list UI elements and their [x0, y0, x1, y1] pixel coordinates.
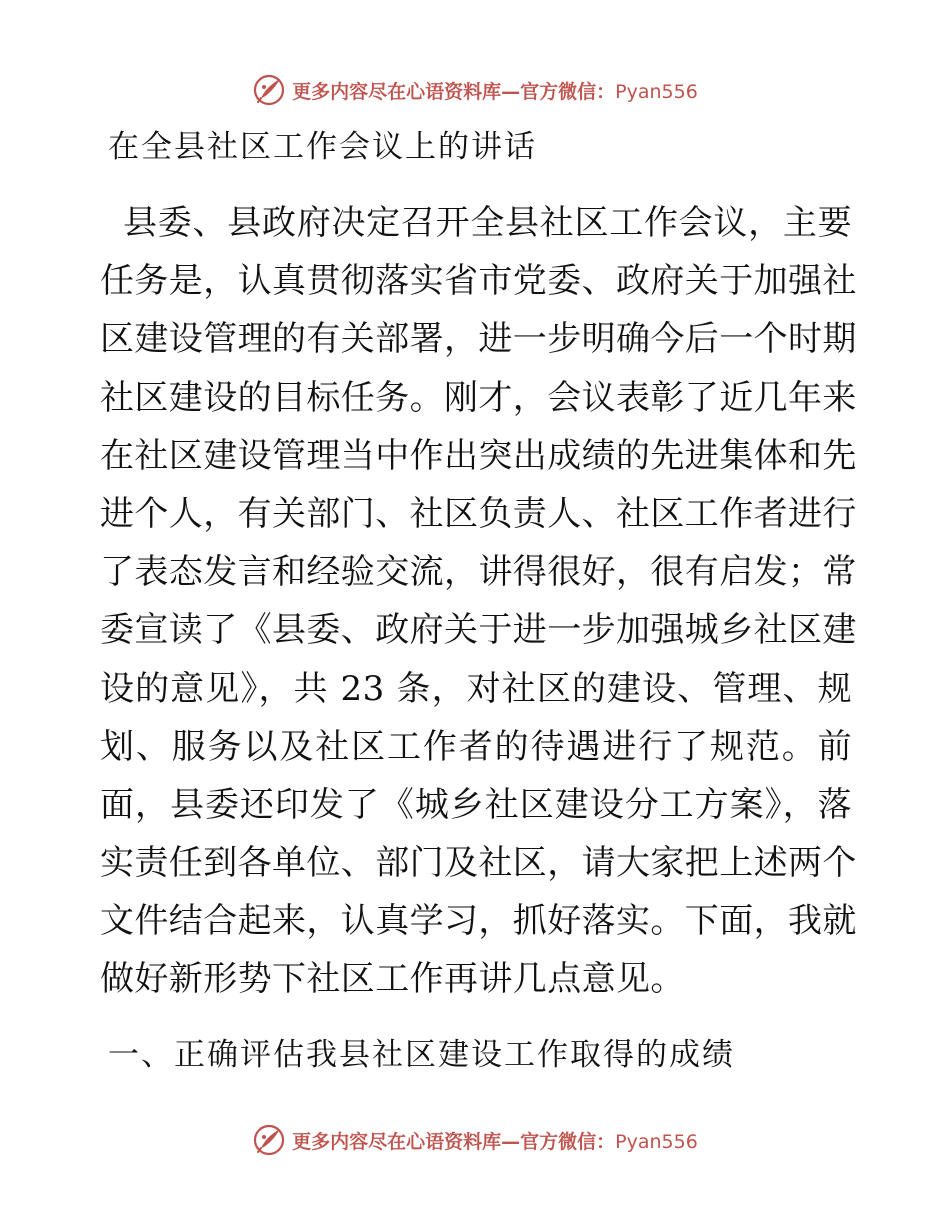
body-line: 县委、县政府决定召开全县社区工作会议，主要 [100, 203, 852, 243]
body-line: 了表态发言和经验交流，讲得很好，很有启发；常 [100, 552, 857, 593]
document-body [100, 194, 857, 1009]
body-line: 委宣读了《县委、政府关于进一步加强城乡社区建 [100, 610, 857, 651]
watermark-wechat-id: Pyan556 [615, 80, 698, 103]
body-line: 进个人，有关部门、社区负责人、社区工作者进行 [100, 493, 857, 534]
document-title: 在全县社区工作会议上的讲话 [108, 129, 537, 165]
header-watermark [0, 70, 950, 110]
body-line: 设的意见》，共 23 条，对社区的建设、管理、规 [100, 668, 852, 709]
body-line: 在社区建设管理当中作出突出成绩的先进集体和先 [100, 435, 857, 476]
body-line: 区建设管理的有关部署，进一步明确今后一个时期 [100, 319, 857, 360]
body-line: 划、服务以及社区工作者的待遇进行了规范。前 [100, 726, 852, 767]
section-heading: 一、正确评估我县社区建设工作取得的成绩 [108, 1037, 735, 1073]
body-line: 文件结合起来，认真学习，抓好落实。下面，我就 [100, 901, 857, 942]
body-line: 面，县委还印发了《城乡社区建设分工方案》，落 [100, 784, 852, 825]
quill-pen-logo-icon [252, 73, 286, 107]
watermark-text: 更多内容尽在心语资料库—官方微信：Pyan556 [292, 1130, 698, 1153]
body-line: 实责任到各单位、部门及社区，请大家把上述两个 [100, 843, 857, 884]
quill-pen-logo-icon [252, 1123, 286, 1157]
body-line: 任务是，认真贯彻落实省市党委、政府关于加强社 [100, 261, 857, 302]
footer-watermark [0, 1120, 950, 1160]
body-line: 社区建设的目标任务。刚才，会议表彰了近几年来 [100, 377, 857, 418]
watermark-wechat-id: Pyan556 [615, 1130, 698, 1153]
watermark-text: 更多内容尽在心语资料库—官方微信：Pyan556 [292, 80, 698, 103]
body-line: 做好新形势下社区工作再讲几点意见。 [100, 959, 685, 1000]
